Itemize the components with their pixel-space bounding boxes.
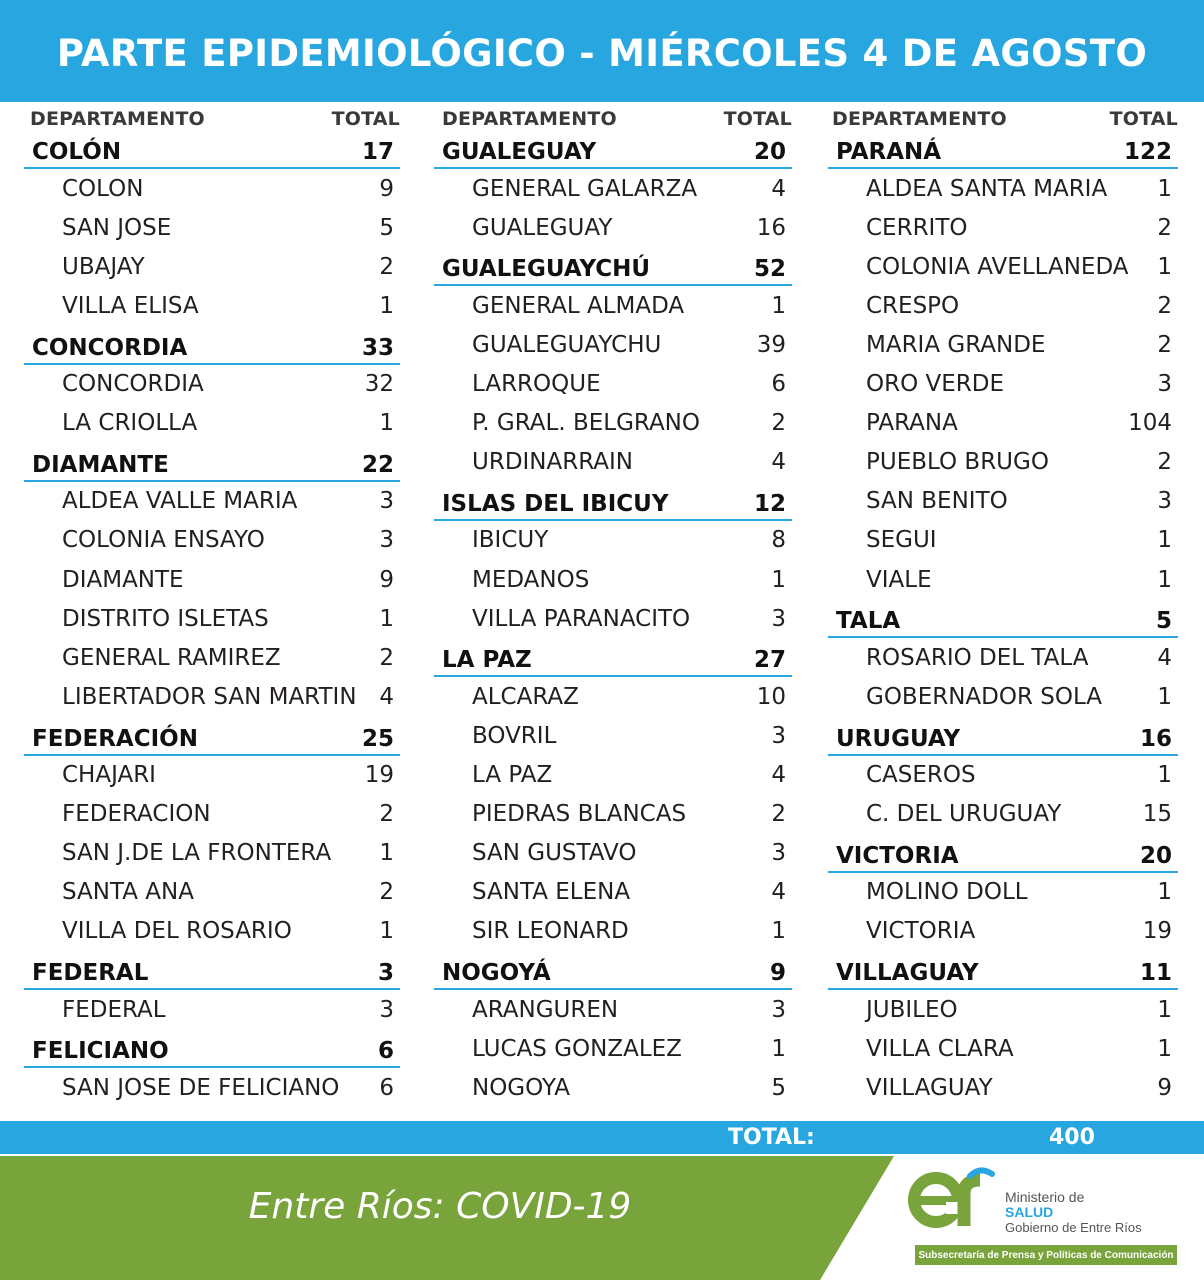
locality-name: IBICUY — [472, 527, 549, 554]
locality-count: 1 — [771, 292, 786, 319]
locality-name: SANTA ANA — [62, 879, 194, 906]
locality-name: SAN JOSE DE FELICIANO — [62, 1074, 340, 1101]
locality-name: CRESPO — [866, 292, 960, 319]
locality-row — [434, 1029, 792, 1068]
locality-row — [828, 247, 1178, 286]
locality-name: PIEDRAS BLANCAS — [472, 801, 687, 828]
locality-name: CONCORDIA — [62, 371, 204, 398]
locality-count: 4 — [771, 449, 786, 476]
locality-row — [828, 169, 1178, 208]
locality-name: SAN GUSTAVO — [472, 840, 637, 867]
column-2 — [434, 104, 792, 1107]
logo-salud: SALUD — [1005, 1204, 1054, 1220]
locality-name: CHAJARI — [62, 762, 156, 789]
locality-row — [434, 169, 792, 208]
department-row — [24, 716, 400, 755]
locality-name: MARIA GRANDE — [866, 332, 1046, 359]
locality-row — [828, 521, 1178, 560]
department-row — [434, 130, 792, 169]
department-row — [24, 130, 400, 169]
department-name: TALA — [836, 608, 901, 635]
department-row — [828, 130, 1178, 169]
department-total: 22 — [361, 451, 394, 478]
locality-row — [434, 716, 792, 755]
department-total: 5 — [1155, 608, 1172, 635]
department-name: GUALEGUAY — [442, 139, 597, 166]
locality-count: 4 — [771, 879, 786, 906]
locality-row — [828, 286, 1178, 325]
locality-name: SAN JOSE — [62, 214, 172, 241]
locality-row — [24, 482, 400, 521]
locality-row — [434, 990, 792, 1029]
locality-count: 1 — [1157, 1035, 1172, 1062]
dept-header: DEPARTAMENTO — [832, 108, 1007, 130]
locality-count: 2 — [1157, 449, 1172, 476]
locality-name: VIALE — [866, 566, 932, 593]
locality-name: NOGOYA — [472, 1074, 570, 1101]
locality-name: VILLA ELISA — [62, 292, 199, 319]
department-row — [434, 247, 792, 286]
locality-row — [24, 1068, 400, 1107]
locality-count: 1 — [379, 410, 394, 437]
locality-count: 4 — [1157, 644, 1172, 671]
locality-count: 9 — [379, 175, 394, 202]
column-header — [434, 104, 792, 130]
locality-count: 39 — [756, 332, 786, 359]
department-row — [24, 1029, 400, 1068]
locality-name: UBAJAY — [62, 253, 145, 280]
locality-count: 4 — [771, 175, 786, 202]
department-name: ISLAS DEL IBICUY — [442, 490, 669, 517]
locality-row — [434, 560, 792, 599]
logo-gobierno: Gobierno de Entre Ríos — [1005, 1220, 1142, 1235]
department-list — [434, 130, 792, 1107]
locality-row — [434, 365, 792, 404]
locality-row — [24, 912, 400, 951]
department-total: 27 — [753, 647, 786, 674]
locality-name: CERRITO — [866, 214, 968, 241]
locality-row — [24, 677, 400, 716]
locality-count: 5 — [771, 1074, 786, 1101]
locality-name: VICTORIA — [866, 918, 976, 945]
locality-row — [434, 286, 792, 325]
locality-count: 3 — [771, 605, 786, 632]
locality-row — [828, 795, 1178, 834]
locality-count: 19 — [364, 762, 394, 789]
column-header — [24, 104, 400, 130]
department-total: 16 — [1139, 725, 1172, 752]
locality-name: VILLA CLARA — [866, 1035, 1014, 1062]
department-total: 3 — [377, 960, 394, 987]
locality-row — [828, 677, 1178, 716]
locality-row — [434, 873, 792, 912]
locality-row — [434, 756, 792, 795]
locality-row — [828, 756, 1178, 795]
locality-name: SEGUI — [866, 527, 937, 554]
locality-row — [24, 521, 400, 560]
department-row — [434, 482, 792, 521]
locality-count: 1 — [1157, 879, 1172, 906]
department-total: 11 — [1139, 960, 1172, 987]
locality-row — [24, 638, 400, 677]
locality-count: 3 — [379, 527, 394, 554]
department-name: FEDERACIÓN — [32, 725, 198, 752]
locality-count: 32 — [364, 371, 394, 398]
locality-row — [24, 560, 400, 599]
locality-name: DISTRITO ISLETAS — [62, 605, 269, 632]
locality-row — [434, 443, 792, 482]
locality-row — [434, 912, 792, 951]
locality-row — [24, 599, 400, 638]
dept-header: DEPARTAMENTO — [30, 108, 205, 130]
department-total: 52 — [753, 256, 786, 283]
er-logo-icon — [908, 1164, 998, 1230]
locality-count: 2 — [379, 644, 394, 671]
column-3 — [828, 104, 1178, 1107]
locality-name: SANTA ELENA — [472, 879, 631, 906]
locality-name: SIR LEONARD — [472, 918, 629, 945]
department-row — [24, 951, 400, 990]
locality-count: 2 — [1157, 332, 1172, 359]
locality-count: 4 — [771, 762, 786, 789]
locality-count: 1 — [771, 918, 786, 945]
locality-row — [828, 1068, 1178, 1107]
locality-row — [434, 599, 792, 638]
locality-count: 6 — [379, 1074, 394, 1101]
department-name: URUGUAY — [836, 725, 961, 752]
locality-name: COLONIA AVELLANEDA — [866, 253, 1129, 280]
locality-name: ORO VERDE — [866, 371, 1004, 398]
locality-row — [828, 443, 1178, 482]
locality-count: 10 — [756, 683, 786, 710]
total-value: 400 — [1049, 1125, 1095, 1150]
locality-count: 2 — [771, 410, 786, 437]
locality-row — [24, 169, 400, 208]
locality-name: MOLINO DOLL — [866, 879, 1028, 906]
column-1 — [24, 104, 400, 1107]
locality-name: GUALEGUAYCHU — [472, 332, 662, 359]
locality-row — [434, 521, 792, 560]
department-name: CONCORDIA — [32, 334, 188, 361]
department-name: LA PAZ — [442, 647, 532, 674]
locality-count: 3 — [771, 996, 786, 1023]
department-name: COLÓN — [32, 139, 122, 166]
locality-name: LA PAZ — [472, 762, 553, 789]
locality-name: LUCAS GONZALEZ — [472, 1035, 682, 1062]
locality-name: P. GRAL. BELGRANO — [472, 410, 700, 437]
locality-name: BOVRIL — [472, 722, 557, 749]
locality-row — [828, 873, 1178, 912]
locality-name: CASEROS — [866, 762, 976, 789]
department-name: VILLAGUAY — [836, 960, 979, 987]
locality-count: 2 — [379, 253, 394, 280]
department-total: 9 — [769, 960, 786, 987]
locality-name: ALCARAZ — [472, 683, 579, 710]
department-name: GUALEGUAYCHÚ — [442, 256, 651, 283]
locality-count: 2 — [1157, 292, 1172, 319]
locality-row — [434, 1068, 792, 1107]
locality-count: 3 — [379, 996, 394, 1023]
locality-count: 1 — [1157, 683, 1172, 710]
total-header: TOTAL — [331, 108, 400, 130]
locality-row — [828, 365, 1178, 404]
locality-count: 4 — [379, 683, 394, 710]
locality-count: 1 — [379, 605, 394, 632]
locality-name: GENERAL GALARZA — [472, 175, 698, 202]
locality-count: 3 — [771, 840, 786, 867]
department-name: NOGOYÁ — [442, 960, 551, 987]
locality-name: PARANA — [866, 410, 958, 437]
locality-name: LIBERTADOR SAN MARTIN — [62, 683, 357, 710]
locality-name: C. DEL URUGUAY — [866, 801, 1062, 828]
locality-name: SAN BENITO — [866, 488, 1008, 515]
locality-count: 3 — [771, 722, 786, 749]
locality-name: JUBILEO — [866, 996, 958, 1023]
locality-count: 2 — [771, 801, 786, 828]
department-name: VICTORIA — [836, 842, 959, 869]
locality-name: LARROQUE — [472, 371, 601, 398]
locality-count: 1 — [1157, 527, 1172, 554]
locality-row — [24, 795, 400, 834]
locality-name: COLON — [62, 175, 144, 202]
locality-name: LA CRIOLLA — [62, 410, 198, 437]
locality-name: VILLAGUAY — [866, 1074, 993, 1101]
locality-name: VILLA PARANACITO — [472, 605, 691, 632]
department-row — [434, 638, 792, 677]
department-row — [828, 951, 1178, 990]
footer-slogan: Entre Ríos: COVID-19 — [248, 1186, 632, 1227]
locality-name: ARANGUREN — [472, 996, 619, 1023]
locality-name: URDINARRAIN — [472, 449, 633, 476]
logo-ministerio: Ministerio de — [1005, 1189, 1085, 1205]
locality-count: 16 — [756, 214, 786, 241]
locality-row — [24, 990, 400, 1029]
locality-count: 19 — [1142, 918, 1172, 945]
total-label: TOTAL: — [728, 1125, 815, 1150]
locality-row — [828, 325, 1178, 364]
locality-count: 6 — [771, 371, 786, 398]
department-total: 6 — [377, 1038, 394, 1065]
locality-row — [24, 286, 400, 325]
locality-row — [24, 873, 400, 912]
locality-count: 9 — [379, 566, 394, 593]
locality-name: MEDANOS — [472, 566, 590, 593]
locality-count: 1 — [379, 840, 394, 867]
locality-count: 1 — [1157, 253, 1172, 280]
department-row — [24, 443, 400, 482]
locality-count: 1 — [1157, 996, 1172, 1023]
locality-count: 2 — [379, 801, 394, 828]
locality-count: 1 — [379, 292, 394, 319]
locality-count: 104 — [1128, 410, 1172, 437]
total-bar — [0, 1121, 1204, 1154]
locality-row — [828, 990, 1178, 1029]
department-name: PARANÁ — [836, 139, 942, 166]
locality-count: 1 — [1157, 175, 1172, 202]
total-header: TOTAL — [723, 108, 792, 130]
department-total: 12 — [753, 490, 786, 517]
locality-count: 9 — [1157, 1074, 1172, 1101]
department-name: FEDERAL — [32, 960, 149, 987]
department-name: DIAMANTE — [32, 451, 169, 478]
locality-name: COLONIA ENSAYO — [62, 527, 265, 554]
locality-name: GOBERNADOR SOLA — [866, 683, 1103, 710]
column-header — [828, 104, 1178, 130]
department-list — [828, 130, 1178, 1107]
department-total: 25 — [361, 725, 394, 752]
locality-count: 8 — [771, 527, 786, 554]
locality-row — [434, 404, 792, 443]
logo-strip: Subsecretaría de Prensa y Políticas de Comunicación — [915, 1245, 1177, 1265]
logo-text — [1005, 1190, 1142, 1235]
locality-count: 1 — [771, 566, 786, 593]
locality-row — [828, 638, 1178, 677]
locality-row — [24, 247, 400, 286]
locality-row — [24, 208, 400, 247]
department-name: FELICIANO — [32, 1038, 169, 1065]
dept-header: DEPARTAMENTO — [442, 108, 617, 130]
locality-count: 15 — [1142, 801, 1172, 828]
locality-row — [434, 325, 792, 364]
locality-row — [434, 834, 792, 873]
page-title: PARTE EPIDEMIOLÓGICO - MIÉRCOLES 4 DE AGOSTO — [0, 0, 1204, 102]
locality-count: 1 — [1157, 762, 1172, 789]
locality-name: ALDEA VALLE MARIA — [62, 488, 298, 515]
locality-row — [24, 834, 400, 873]
locality-count: 3 — [1157, 371, 1172, 398]
locality-count: 1 — [379, 918, 394, 945]
department-total: 17 — [361, 139, 394, 166]
department-row — [828, 834, 1178, 873]
department-list — [24, 130, 400, 1107]
locality-row — [828, 404, 1178, 443]
locality-name: DIAMANTE — [62, 566, 184, 593]
department-row — [434, 951, 792, 990]
department-row — [828, 716, 1178, 755]
locality-count: 3 — [1157, 488, 1172, 515]
locality-count: 2 — [379, 879, 394, 906]
locality-name: FEDERACION — [62, 801, 211, 828]
locality-name: ALDEA SANTA MARIA — [866, 175, 1108, 202]
locality-row — [24, 404, 400, 443]
locality-row — [828, 912, 1178, 951]
department-total: 122 — [1123, 139, 1172, 166]
locality-name: ROSARIO DEL TALA — [866, 644, 1089, 671]
locality-row — [434, 795, 792, 834]
locality-row — [828, 560, 1178, 599]
department-total: 33 — [361, 334, 394, 361]
locality-row — [434, 677, 792, 716]
locality-name: GENERAL RAMIREZ — [62, 644, 281, 671]
locality-row — [24, 365, 400, 404]
total-header: TOTAL — [1109, 108, 1178, 130]
locality-count: 5 — [379, 214, 394, 241]
department-row — [24, 325, 400, 364]
locality-count: 1 — [771, 1035, 786, 1062]
locality-name: GUALEGUAY — [472, 214, 613, 241]
locality-name: PUEBLO BRUGO — [866, 449, 1049, 476]
locality-row — [828, 482, 1178, 521]
department-row — [828, 599, 1178, 638]
locality-name: GENERAL ALMADA — [472, 292, 685, 319]
locality-name: VILLA DEL ROSARIO — [62, 918, 292, 945]
locality-count: 1 — [1157, 566, 1172, 593]
locality-row — [434, 208, 792, 247]
locality-row — [828, 1029, 1178, 1068]
department-total: 20 — [753, 139, 786, 166]
locality-count: 2 — [1157, 214, 1172, 241]
locality-name: SAN J.DE LA FRONTERA — [62, 840, 332, 867]
department-total: 20 — [1139, 842, 1172, 869]
locality-row — [828, 208, 1178, 247]
locality-count: 3 — [379, 488, 394, 515]
locality-name: FEDERAL — [62, 996, 166, 1023]
locality-row — [24, 756, 400, 795]
